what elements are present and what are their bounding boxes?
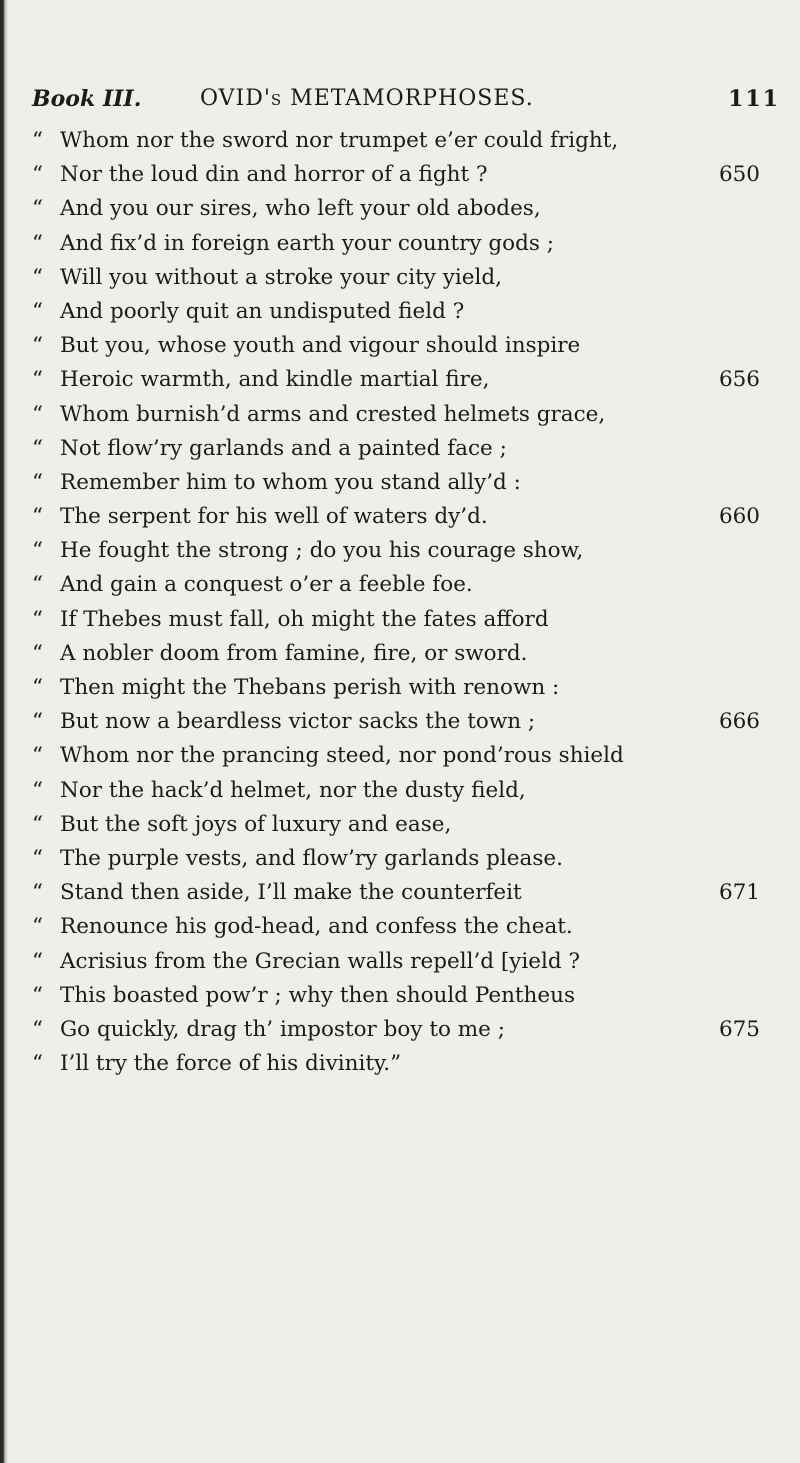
- poem-line-text: Whom burnish’d arms and crested helmets grace,: [60, 401, 606, 427]
- poem-line-text: Remember him to whom you stand ally’d :: [60, 469, 521, 495]
- opening-quote-mark: “: [32, 298, 43, 324]
- opening-quote-mark: “: [32, 948, 43, 974]
- poem-line-text: But the soft joys of luxury and ease,: [60, 811, 452, 837]
- poem-line-text: Nor the hack’d helmet, nor the dusty field,: [60, 777, 526, 803]
- poem-line-text: And poorly quit an undisputed field ?: [60, 298, 465, 324]
- poem-line-text: He fought the strong ; do you his courage show,: [60, 538, 584, 564]
- opening-quote-mark: “: [32, 401, 43, 427]
- opening-quote-mark: “: [32, 367, 43, 393]
- page-number: 111: [728, 86, 780, 112]
- line-number: 650: [718, 162, 760, 188]
- poem-line-text: Renounce his god-head, and confess the cheat.: [60, 914, 573, 940]
- poem-line-text: Stand then aside, I’ll make the counterfeit: [60, 880, 522, 906]
- opening-quote-mark: “: [32, 264, 43, 290]
- opening-quote-mark: “: [32, 675, 43, 700]
- poem-line: [32, 192, 780, 226]
- poem-line: [32, 466, 780, 500]
- opening-quote-mark: “: [32, 606, 43, 632]
- poem-line-text: The purple vests, and flow’ry garlands please.: [60, 845, 563, 871]
- poem-line-text: The serpent for his well of waters dy’d.: [60, 504, 488, 530]
- opening-quote-mark: “: [32, 128, 43, 153]
- opening-quote-mark: “: [32, 572, 43, 598]
- opening-quote-mark: “: [32, 435, 43, 461]
- poem-line-text: And fix’d in foreign earth your country gods ;: [60, 230, 554, 256]
- page-binding-edge: [0, 0, 8, 1463]
- running-head: Book III.: [32, 86, 142, 112]
- poem-line: [32, 671, 780, 705]
- poem-line: [32, 124, 780, 158]
- poem-line: [32, 705, 780, 739]
- poem-line: [32, 979, 780, 1013]
- opening-quote-mark: “: [32, 811, 43, 837]
- opening-quote-mark: “: [32, 196, 43, 222]
- poem-line-text: Whom nor the prancing steed, nor pond’rous shield: [60, 743, 624, 769]
- poem-line: [32, 432, 780, 466]
- poem-line: [32, 1047, 780, 1081]
- poem-text: [32, 124, 780, 1081]
- opening-quote-mark: “: [32, 640, 43, 666]
- poem-line: [32, 158, 780, 192]
- poem-line: [32, 945, 780, 979]
- poem-line-text: Acrisius from the Grecian walls repell’d [yield ?: [60, 948, 581, 974]
- opening-quote-mark: “: [32, 709, 43, 735]
- poem-line-text: If Thebes must fall, oh might the fates afford: [60, 606, 549, 632]
- opening-quote-mark: “: [32, 1051, 43, 1077]
- poem-line-text: And gain a conquest o’er a feeble foe.: [60, 572, 473, 598]
- opening-quote-mark: “: [32, 538, 43, 564]
- poem-line-text: Heroic warmth, and kindle martial fire,: [60, 367, 490, 393]
- opening-quote-mark: “: [32, 743, 43, 769]
- poem-line-text: But now a beardless victor sacks the town ;: [60, 709, 536, 735]
- poem-line: [32, 227, 780, 261]
- opening-quote-mark: “: [32, 777, 43, 803]
- poem-line-text: Nor the loud din and horror of a fight ?: [60, 162, 488, 188]
- poem-line: [32, 534, 780, 568]
- line-number: 666: [718, 709, 760, 735]
- opening-quote-mark: “: [32, 880, 43, 906]
- opening-quote-mark: “: [32, 845, 43, 871]
- line-number: 660: [718, 504, 760, 530]
- opening-quote-mark: “: [32, 1016, 43, 1042]
- opening-quote-mark: “: [32, 914, 43, 940]
- poem-line-text: Not flow’ry garlands and a painted face ;: [60, 435, 507, 461]
- poem-line: [32, 329, 780, 363]
- poem-line-text: Whom nor the sword nor trumpet e’er could fright,: [60, 128, 619, 153]
- poem-line-text: Will you without a stroke your city yield,: [60, 264, 502, 290]
- poem-line: [32, 603, 780, 637]
- poem-line-text: Go quickly, drag th’ impostor boy to me ;: [60, 1016, 505, 1042]
- poem-line: [32, 568, 780, 602]
- poem-line: [32, 261, 780, 295]
- page-header: [32, 86, 780, 120]
- poem-line: [32, 910, 780, 944]
- poem-line: [32, 1013, 780, 1047]
- line-number: 671: [718, 880, 760, 906]
- opening-quote-mark: “: [32, 982, 43, 1008]
- poem-line: [32, 739, 780, 773]
- poem-line: [32, 876, 780, 910]
- poem-line-text: But you, whose youth and vigour should inspire: [60, 333, 581, 359]
- poem-line-text: This boasted pow’r ; why then should Pentheus: [60, 982, 576, 1008]
- opening-quote-mark: “: [32, 230, 43, 256]
- poem-line-text: I’ll try the force of his divinity.”: [60, 1051, 402, 1077]
- poem-line-text: Then might the Thebans perish with renown :: [60, 675, 560, 700]
- opening-quote-mark: “: [32, 162, 43, 188]
- poem-line-text: And you our sires, who left your old abodes,: [60, 196, 541, 222]
- poem-line: [32, 398, 780, 432]
- poem-line: [32, 808, 780, 842]
- running-title: OVID's METAMORPHOSES.: [200, 86, 534, 111]
- line-number: 675: [718, 1016, 760, 1042]
- poem-line: [32, 295, 780, 329]
- poem-line-text: A nobler doom from famine, fire, or sword.: [60, 640, 528, 666]
- opening-quote-mark: “: [32, 333, 43, 359]
- poem-line: [32, 500, 780, 534]
- poem-line: [32, 774, 780, 808]
- opening-quote-mark: “: [32, 504, 43, 530]
- line-number: 656: [718, 367, 760, 393]
- poem-line: [32, 363, 780, 397]
- poem-line: [32, 637, 780, 671]
- poem-line: [32, 842, 780, 876]
- opening-quote-mark: “: [32, 469, 43, 495]
